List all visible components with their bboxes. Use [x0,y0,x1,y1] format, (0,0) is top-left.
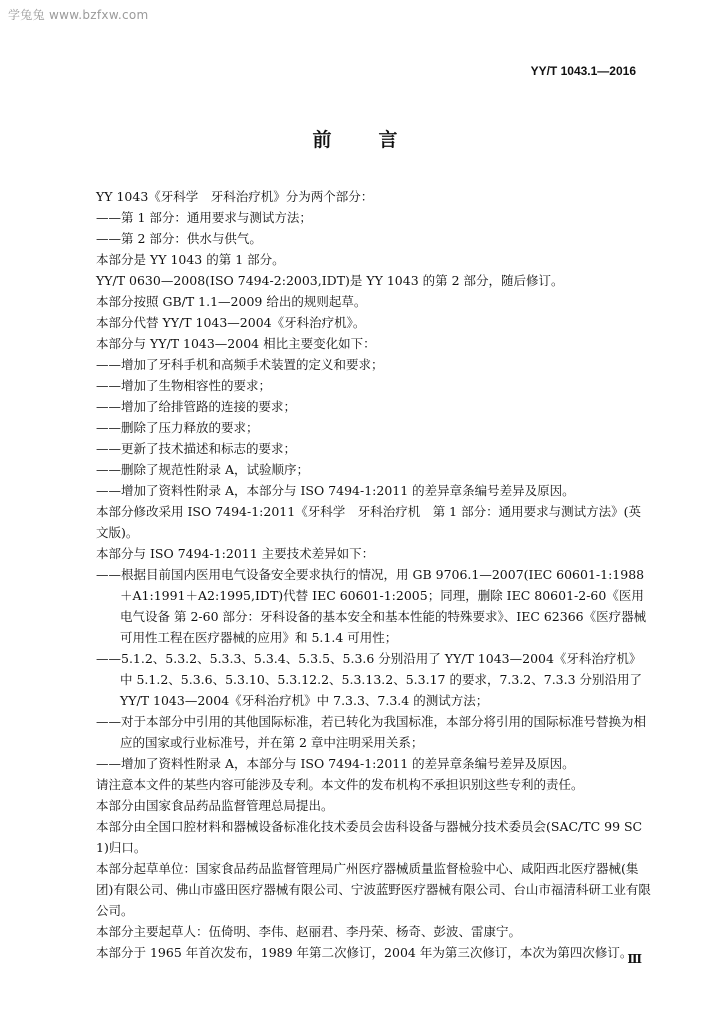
paragraph: 本部分由国家食品药品监督管理总局提出。 [96,798,334,813]
page-title: 前 言 [312,129,412,151]
list-item: ——根据目前国内医用电气设备安全要求执行的情况，用 GB 9706.1—2007(IEC 60601-1:1988＋A1:1991＋A2:1995,IDT)代替 IEC 60601-1:2005；同理，删除 IEC 80601-2-60《医用电气设备 第 2-60 部分：牙科设备的基本安全和基本性能的特殊要求》、IEC 62366《医疗器械 可用性工程在医疗器械的应用》和 5.1.4 可用性； [96,567,659,645]
paragraph: 本部分与 ISO 7494-1:2011 主要技术差异如下： [96,546,375,561]
list-item: ——5.1.2、5.3.2、5.3.3、5.3.4、5.3.5、5.3.6 分别沿用了 YY/T 1043—2004《牙科治疗机》中 5.1.2、5.3.6、5.3.10、5.3.12.2、5.3.13.2、5.3.17 的要求，7.3.2、7.3.3 分别沿用了 YY/T 1043—2004《牙科治疗机》中 7.3.3、7.3.4 的测试方法； [96,651,643,708]
paragraph: 本部分代替 YY/T 1043—2004《牙科治疗机》。 [96,315,366,330]
list-item: ——增加了给排管路的连接的要求； [96,399,297,414]
list-item: ——更新了技术描述和标志的要求； [96,441,297,456]
paragraph: 本部分主要起草人：伍倚明、李伟、赵丽君、李丹荣、杨奇、彭波、雷康宁。 [96,924,522,939]
list-item: ——增加了资料性附录 A，本部分与 ISO 7494-1:2011 的差异章条编号差异及原因。 [96,756,575,771]
paragraph: 本部分起草单位：国家食品药品监督管理局广州医疗器械质量监督检验中心、咸阳西北医疗器械(集团)有限公司、佛山市盛田医疗器械有限公司、宁波蓝野医疗器械有限公司、台山市福清科研工业有限公司。 [96,861,651,918]
paragraph: 本部分于 1965 年首次发布，1989 年第二次修订，2004 年为第三次修订，本次为第四次修订。 [96,945,633,960]
paragraph: YY/T 0630—2008(ISO 7494-2:2003,IDT)是 YY 1043 的第 2 部分，随后修订。 [96,273,564,288]
list-item: ——第 2 部分：供水与供气。 [96,231,262,246]
paragraph: 请注意本文件的某些内容可能涉及专利。本文件的发布机构不承担识别这些专利的责任。 [96,777,584,792]
list-item: ——第 1 部分：通用要求与测试方法； [96,210,312,225]
paragraph: 本部分由全国口腔材料和器械设备标准化技术委员会齿科设备与器械分技术委员会(SAC/TC 99 SC 1)归口。 [96,819,647,855]
document-body [96,186,659,963]
list-item: ——增加了牙科手机和高频手术装置的定义和要求； [96,357,384,372]
paragraph: YY 1043《牙科学 牙科治疗机》分为两个部分： [96,189,374,204]
paragraph: 本部分与 YY/T 1043—2004 相比主要变化如下： [96,336,376,351]
list-item: ——删除了压力释放的要求； [96,420,259,435]
watermark-text: 学兔兔 www.bzfxw.com [8,8,149,22]
paragraph: 本部分是 YY 1043 的第 1 部分。 [96,252,285,267]
standard-code: YY/T 1043.1—2016 [530,64,636,78]
list-item: ——增加了生物相容性的要求； [96,378,272,393]
list-item: ——删除了规范性附录 A，试验顺序； [96,462,310,477]
list-item: ——增加了资料性附录 A，本部分与 ISO 7494-1:2011 的差异章条编号差异及原因。 [96,483,575,498]
paragraph: 本部分修改采用 ISO 7494-1:2011《牙科学 牙科治疗机 第 1 部分：通用要求与测试方法》(英文版)。 [96,504,641,540]
paragraph: 本部分按照 GB/T 1.1—2009 给出的规则起草。 [96,294,367,309]
list-item: ——对于本部分中引用的其他国际标准，若已转化为我国标准，本部分将引用的国际标准号替换为相应的国家或行业标准号，并在第 2 章中注明采用关系； [96,714,647,750]
page-number: Ⅲ [627,952,642,966]
